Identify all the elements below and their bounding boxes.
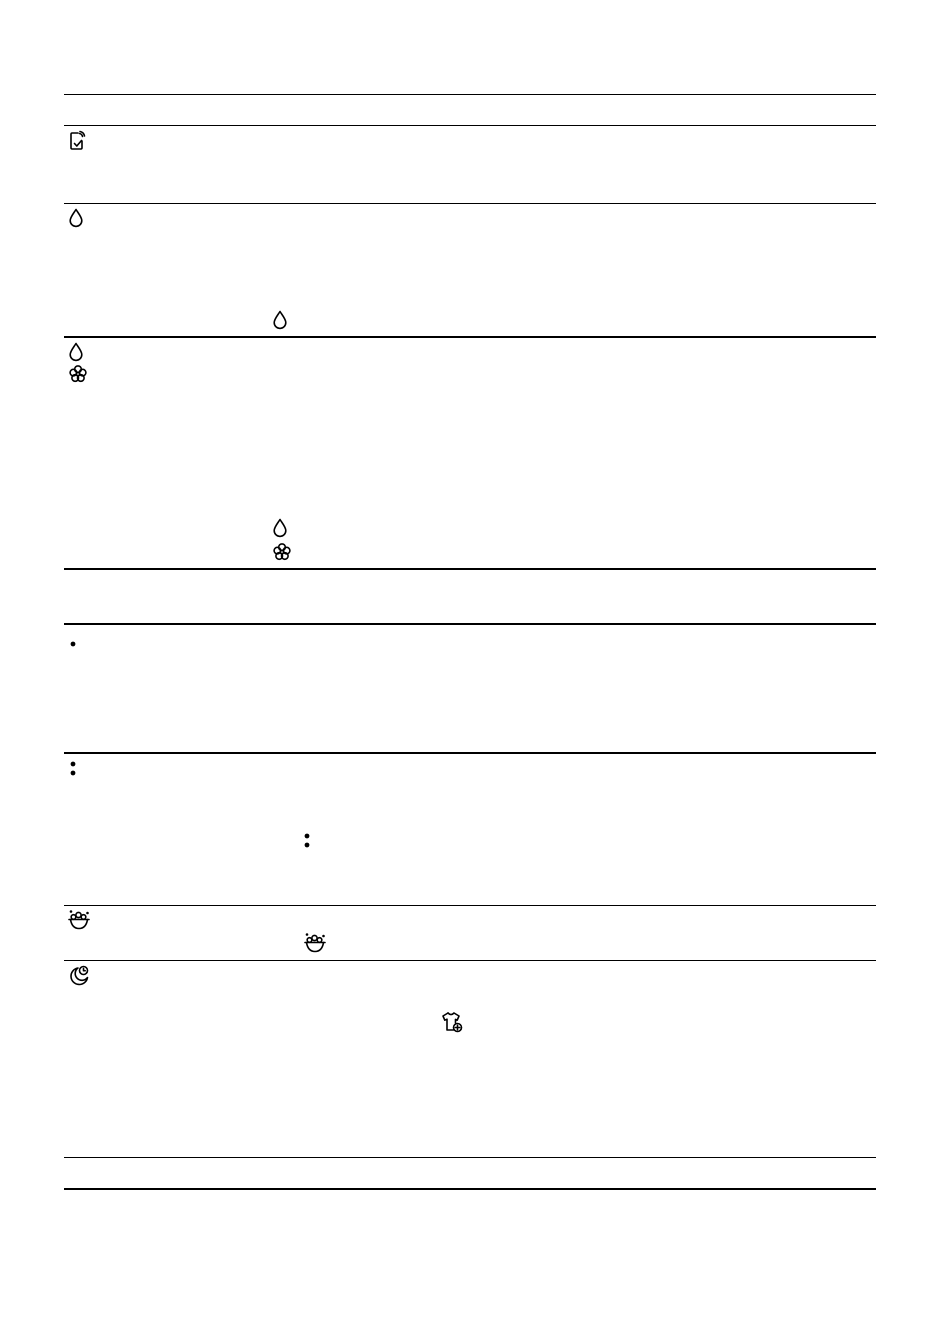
prewash-basin-icon bbox=[67, 909, 91, 931]
document-table bbox=[64, 0, 876, 1324]
table-bottom-rule bbox=[64, 1188, 876, 1190]
add-laundry-icon bbox=[441, 1011, 465, 1033]
remote-start-icon bbox=[69, 131, 85, 151]
row-divider bbox=[64, 568, 876, 570]
softener-flower-icon bbox=[272, 542, 292, 562]
two-dots-icon bbox=[304, 833, 310, 849]
row-divider bbox=[64, 623, 876, 625]
water-drop-icon bbox=[67, 342, 85, 362]
two-dots-icon bbox=[70, 761, 76, 777]
water-drop-icon bbox=[271, 518, 289, 538]
night-mode-icon bbox=[68, 965, 90, 987]
water-drop-icon bbox=[271, 310, 289, 330]
row-divider bbox=[64, 752, 876, 754]
water-drop-icon bbox=[67, 208, 85, 228]
single-dot-icon bbox=[70, 641, 76, 647]
row-divider bbox=[64, 203, 876, 204]
softener-flower-icon bbox=[68, 364, 88, 384]
row-divider bbox=[64, 905, 876, 906]
row-divider bbox=[64, 960, 876, 961]
row-divider bbox=[64, 336, 876, 338]
table-header-rule bbox=[64, 125, 876, 126]
table-top-rule bbox=[64, 94, 876, 95]
prewash-basin-icon bbox=[303, 932, 327, 954]
row-divider bbox=[64, 1157, 876, 1158]
